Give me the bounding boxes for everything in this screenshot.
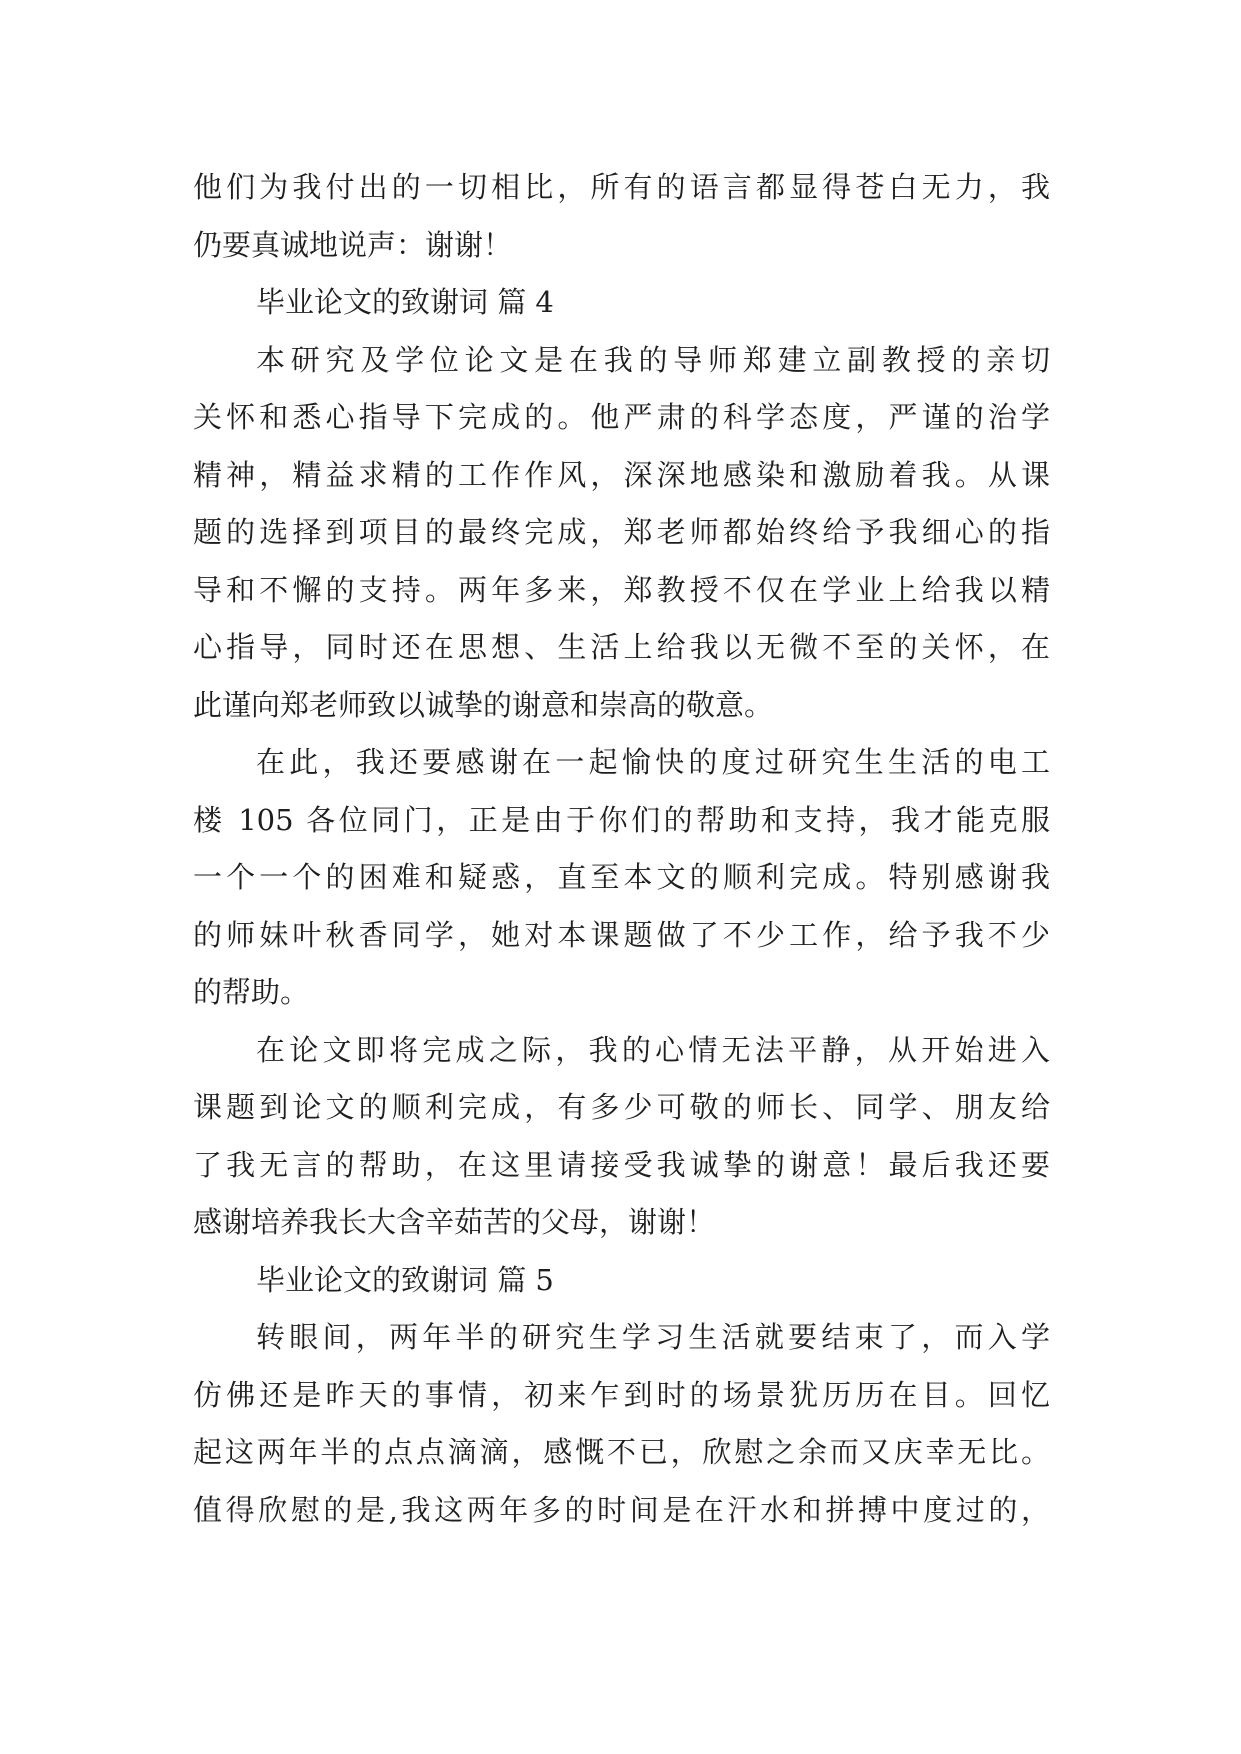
paragraph-line: 的帮助。 xyxy=(193,975,310,1009)
paragraph-line: 课题到论文的顺利完成，有多少可敬的师长、同学、朋友给 xyxy=(193,1090,1050,1124)
paragraph xyxy=(193,1309,1050,1539)
paragraph-line: 本研究及学位论文是在我的导师郑建立副教授的亲切 xyxy=(256,342,1050,377)
paragraph xyxy=(193,332,1050,735)
paragraph xyxy=(193,159,1050,274)
paragraph xyxy=(193,1022,1050,1252)
paragraph-line: 楼 105 各位同门，正是由于你们的帮助和支持，我才能克服 xyxy=(193,802,1050,837)
paragraph-line: 的师妹叶秋香同学，她对本课题做了不少工作，给予我不少 xyxy=(193,917,1050,952)
paragraph-line: 他们为我付出的一切相比，所有的语言都显得苍白无力，我 xyxy=(193,170,1050,204)
paragraph-line: 仿佛还是昨天的事情，初来乍到时的场景犹历历在目。回忆 xyxy=(193,1377,1050,1412)
paragraph-line: 精神，精益求精的工作作风，深深地感染和激励着我。从课 xyxy=(193,457,1050,492)
paragraph-line: 了我无言的帮助，在这里请接受我诚挚的谢意！最后我还要 xyxy=(193,1147,1050,1182)
paragraph-line: 题的选择到项目的最终完成，郑老师都始终给予我细心的指 xyxy=(193,515,1050,549)
paragraph-line: 在论文即将完成之际，我的心情无法平静，从开始进入 xyxy=(256,1032,1050,1067)
paragraph xyxy=(193,734,1050,1022)
paragraph-line: 起这两年半的点点滴滴，感慨不已，欣慰之余而又庆幸无比。 xyxy=(193,1435,1050,1469)
paragraph-line: 一个一个的困难和疑惑，直至本文的顺利完成。特别感谢我 xyxy=(193,860,1050,894)
paragraph-line: 导和不懈的支持。两年多来，郑教授不仅在学业上给我以精 xyxy=(193,572,1050,607)
paragraph-line: 在此，我还要感谢在一起愉快的度过研究生生活的电工 xyxy=(256,745,1050,779)
paragraph-line: 仍要真诚地说声：谢谢！ xyxy=(193,227,513,262)
section-heading: 毕业论文的致谢词 篇 4 xyxy=(256,285,554,319)
paragraph-line: 此谨向郑老师致以诚挚的谢意和崇高的敬意。 xyxy=(193,687,774,722)
paragraph-line: 值得欣慰的是,我这两年多的时间是在汗水和拼搏中度过的， xyxy=(193,1492,1050,1527)
paragraph-line: 感谢培养我长大含辛茹苦的父母，谢谢！ xyxy=(193,1205,716,1239)
document-body xyxy=(193,159,1050,1539)
paragraph-line: 关怀和悉心指导下完成的。他严肃的科学态度，严谨的治学 xyxy=(193,400,1050,434)
paragraph-line: 转眼间，两年半的研究生学习生活就要结束了，而入学 xyxy=(256,1320,1050,1354)
section-heading: 毕业论文的致谢词 篇 5 xyxy=(256,1262,554,1297)
paragraph-line: 心指导，同时还在思想、生活上给我以无微不至的关怀，在 xyxy=(193,630,1050,664)
